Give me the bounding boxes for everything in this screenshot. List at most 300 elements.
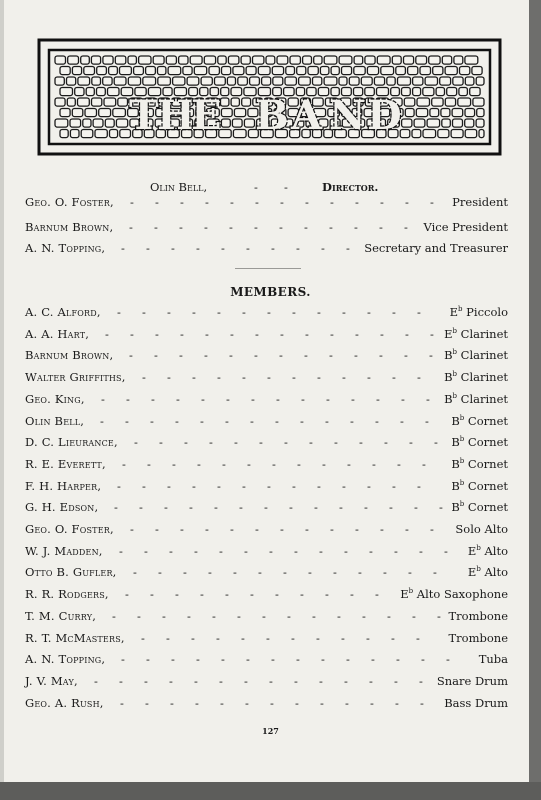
mosaic-tile xyxy=(84,67,95,75)
banner-letter: B xyxy=(255,92,289,139)
leader-dash: - xyxy=(192,478,196,493)
leader-dash: - xyxy=(264,500,268,515)
leader-dash: - xyxy=(155,522,159,536)
mosaic-tile xyxy=(114,77,126,85)
leader-dash: - xyxy=(141,630,145,645)
leader-dash: - xyxy=(271,241,275,255)
flat-sign: b xyxy=(459,435,465,444)
leader-dash: - xyxy=(321,652,325,667)
leader-dash: - xyxy=(194,673,198,688)
instrument-key: E xyxy=(467,565,477,580)
mosaic-tile xyxy=(221,119,230,127)
flat-sign: b xyxy=(408,587,414,596)
leader-dash: - xyxy=(367,305,371,319)
member-row xyxy=(25,629,508,647)
instrument-name: Cornet xyxy=(464,413,508,428)
leader-dash: - xyxy=(205,326,209,341)
leader-dash: - xyxy=(258,565,262,580)
leader-dash: - xyxy=(255,326,259,341)
leader-dash: - xyxy=(446,652,450,667)
mosaic-tile xyxy=(413,77,423,85)
leader-dash: - xyxy=(283,565,287,580)
member-instrument xyxy=(468,563,508,581)
leader-dash: - xyxy=(320,695,324,710)
mosaic-tile xyxy=(60,130,68,138)
leader-dash: - xyxy=(371,652,375,667)
leader-dash: - xyxy=(191,630,195,645)
leader-dash: - xyxy=(180,195,184,209)
mosaic-tile xyxy=(81,130,93,138)
mosaic-tile xyxy=(442,119,451,127)
mosaic-tile xyxy=(405,109,414,117)
leader-dash: - xyxy=(242,305,246,319)
leader-dash: - xyxy=(372,456,376,471)
mosaic-tile xyxy=(361,77,372,85)
instrument-name: Trombone xyxy=(448,630,508,645)
leader-dash: - xyxy=(291,630,295,645)
leader-dash: - xyxy=(380,195,384,209)
leader-dash: - xyxy=(133,565,137,580)
leader-dash: - xyxy=(280,522,284,536)
leader-dash: - xyxy=(205,522,209,536)
leader-dash: - xyxy=(142,370,146,385)
instrument-key: B xyxy=(451,456,460,471)
leader-dash: - xyxy=(269,543,273,558)
leader-dash: - xyxy=(279,220,283,234)
leader-dash: - xyxy=(292,305,296,319)
banner-letter: H xyxy=(157,92,195,139)
leader-dash: - xyxy=(270,695,274,710)
officer-role: Vice President xyxy=(423,220,508,234)
mosaic-tile xyxy=(67,98,75,106)
flat-sign: b xyxy=(452,348,457,357)
leader-dash: - xyxy=(316,630,320,645)
mosaic-tile xyxy=(402,119,412,127)
leader-dash: - xyxy=(117,478,121,493)
member-name: R. R. Rodgers, xyxy=(25,587,109,602)
mosaic-tile xyxy=(423,88,434,96)
leader-dash: - xyxy=(220,695,224,710)
leader-dash: - xyxy=(346,652,350,667)
mosaic-tile xyxy=(339,56,352,64)
member-name: A. A. Hart, xyxy=(25,326,90,341)
officer-name: Barnum Brown, xyxy=(25,220,114,234)
leader-dash: - xyxy=(422,456,426,471)
mosaic-tile xyxy=(454,56,463,64)
mosaic-tile xyxy=(93,119,103,127)
leader-dash: - xyxy=(384,435,388,450)
mosaic-tile xyxy=(441,109,450,117)
leader-dash: - xyxy=(170,695,174,710)
member-name: D. C. Lieurance, xyxy=(25,435,118,450)
leader-dash: - xyxy=(276,391,280,406)
leader-dash: - xyxy=(216,630,220,645)
member-name: Olin Bell, xyxy=(25,413,85,428)
mosaic-tile xyxy=(392,56,401,64)
member-row xyxy=(25,672,508,690)
mosaic-tile xyxy=(308,67,318,75)
mosaic-tile xyxy=(85,109,97,117)
mosaic-tile xyxy=(374,77,384,85)
member-row xyxy=(25,346,508,364)
leader-dash: - xyxy=(404,220,408,234)
member-instrument xyxy=(444,325,508,343)
member-name: Walter Griffiths, xyxy=(25,370,126,385)
mosaic-tile xyxy=(92,98,102,106)
mosaic-tile xyxy=(209,67,219,75)
leader-dash: - xyxy=(246,241,250,255)
mosaic-tile xyxy=(233,67,244,75)
leader-dash: - xyxy=(169,673,173,688)
leader-dash: - xyxy=(217,370,221,385)
member-instrument xyxy=(449,607,509,625)
mosaic-tile xyxy=(194,67,206,75)
leader-dash: - xyxy=(230,195,234,209)
instrument-name: Alto Saxophone xyxy=(413,587,508,602)
mosaic-tile xyxy=(104,98,116,106)
leader-dash: - xyxy=(345,695,349,710)
leader-dash: - xyxy=(266,630,270,645)
mosaic-tile xyxy=(331,67,339,75)
leader-dash: - xyxy=(267,305,271,319)
mosaic-tile xyxy=(128,77,140,85)
leader-dash: - xyxy=(255,522,259,536)
leader-dash: - xyxy=(329,220,333,234)
instrument-name: Cornet xyxy=(464,435,508,450)
leader-dash: - xyxy=(197,456,201,471)
mosaic-tile xyxy=(246,67,256,75)
mosaic-tile xyxy=(120,67,132,75)
mosaic-tile xyxy=(273,77,283,85)
leader-dash: - xyxy=(189,500,193,515)
mosaic-tile xyxy=(476,77,484,85)
leader-dash: - xyxy=(129,220,133,234)
officer-row xyxy=(25,193,508,211)
leader-dash: - xyxy=(239,500,243,515)
leader-dash: - xyxy=(121,241,125,255)
leader-dash: - xyxy=(179,348,183,363)
instrument-key: B xyxy=(451,413,460,428)
flat-sign: b xyxy=(459,478,465,487)
member-instrument xyxy=(455,520,508,538)
leader-dash: - xyxy=(322,456,326,471)
member-instrument xyxy=(451,412,508,430)
leader-dash: - xyxy=(166,630,170,645)
leader-dash: - xyxy=(289,500,293,515)
mosaic-tile xyxy=(146,67,156,75)
mosaic-tile xyxy=(465,119,474,127)
leader-dash: - xyxy=(387,608,391,623)
leader-dash: - xyxy=(329,348,333,363)
leader-dash: - xyxy=(341,630,345,645)
mosaic-tile xyxy=(262,77,271,85)
leader-dash: - xyxy=(275,413,279,428)
mosaic-tile xyxy=(166,56,176,64)
officer-row xyxy=(25,218,508,236)
leader-dash: - xyxy=(142,305,146,319)
mosaic-tile xyxy=(113,109,126,117)
member-name: Otto B. Gufler, xyxy=(25,565,117,580)
leader-dash: - xyxy=(271,652,275,667)
mosaic-tile xyxy=(55,119,68,127)
mosaic-tile xyxy=(277,56,288,64)
leader-dash: - xyxy=(342,305,346,319)
mosaic-tile xyxy=(55,77,64,85)
leader-dash: - xyxy=(417,305,421,319)
leader-dash: - xyxy=(134,435,138,450)
mosaic-tile xyxy=(447,88,457,96)
mosaic-title-banner xyxy=(37,38,502,156)
leader-dash: - xyxy=(164,500,168,515)
leader-dash: - xyxy=(369,543,373,558)
leader-dash: - xyxy=(354,220,358,234)
leader-dash: - xyxy=(222,456,226,471)
leader-dash: - xyxy=(292,478,296,493)
flat-sign: b xyxy=(476,543,481,552)
instrument-key: B xyxy=(451,478,460,493)
leader-dash: - xyxy=(194,543,198,558)
leader-dash: - xyxy=(350,413,354,428)
leader-dash: - xyxy=(344,543,348,558)
mosaic-tile xyxy=(459,88,468,96)
mosaic-tile xyxy=(228,56,239,64)
leader-dash: - xyxy=(355,326,359,341)
flat-sign: b xyxy=(458,305,463,314)
leader-dash: - xyxy=(379,220,383,234)
mosaic-tile xyxy=(108,88,120,96)
flat-sign: b xyxy=(452,370,457,379)
mosaic-tile xyxy=(72,109,83,117)
leader-dash: - xyxy=(279,348,283,363)
mosaic-tile xyxy=(139,56,151,64)
mosaic-tile xyxy=(436,88,444,96)
leader-dash: - xyxy=(146,241,150,255)
member-instrument xyxy=(451,455,508,473)
mosaic-tile xyxy=(479,130,484,138)
leader-dash: - xyxy=(376,391,380,406)
page-number: 127 xyxy=(262,726,279,736)
mosaic-tile xyxy=(158,77,171,85)
mosaic-tile xyxy=(413,88,421,96)
instrument-name: Trombone xyxy=(448,608,508,623)
flat-sign: b xyxy=(459,457,465,466)
mosaic-tile xyxy=(453,119,463,127)
mosaic-tile xyxy=(365,56,375,64)
member-name: A. C. Alford, xyxy=(25,305,101,319)
leader-dash: - xyxy=(380,326,384,341)
instrument-name: Alto xyxy=(480,543,508,558)
leader-dash: - xyxy=(155,326,159,341)
leader-dash: - xyxy=(244,543,248,558)
leader-dash: - xyxy=(392,305,396,319)
leader-dash: - xyxy=(183,565,187,580)
instrument-name: Solo Alto xyxy=(455,522,508,536)
member-row xyxy=(25,542,508,560)
leader-dash: - xyxy=(400,413,404,428)
leader-dash: - xyxy=(346,241,350,255)
mosaic-tile xyxy=(238,77,248,85)
leader-dash: - xyxy=(251,391,255,406)
leader-dash: - xyxy=(337,608,341,623)
leader-dash: - xyxy=(119,543,123,558)
mosaic-tile xyxy=(118,98,128,106)
mosaic-tile xyxy=(427,119,440,127)
instrument-name: Clarinet xyxy=(457,391,508,406)
leader-dash: - xyxy=(284,180,288,194)
banner-letter: E xyxy=(191,92,222,139)
leader-dash: - xyxy=(366,630,370,645)
mosaic-tile xyxy=(253,56,264,64)
member-name: J. V. May, xyxy=(25,673,78,688)
mosaic-tile xyxy=(465,109,475,117)
leader-dash: - xyxy=(221,652,225,667)
leader-dash: - xyxy=(144,673,148,688)
mosaic-tile xyxy=(81,56,90,64)
leader-dash: - xyxy=(330,326,334,341)
leader-dash: - xyxy=(305,195,309,209)
leader-dash: - xyxy=(179,220,183,234)
leader-dash: - xyxy=(204,348,208,363)
mosaic-tile xyxy=(187,77,199,85)
mosaic-tile xyxy=(445,98,455,106)
mosaic-tile xyxy=(412,130,421,138)
flat-sign: b xyxy=(452,391,457,400)
leader-dash: - xyxy=(117,305,121,319)
mosaic-tile xyxy=(476,119,484,127)
leader-dash: - xyxy=(120,695,124,710)
leader-dash: - xyxy=(219,673,223,688)
leader-dash: - xyxy=(380,522,384,536)
leader-dash: - xyxy=(296,241,300,255)
instrument-name: Bass Drum xyxy=(444,695,508,710)
member-instrument xyxy=(449,629,509,647)
mosaic-tile xyxy=(67,77,76,85)
mosaic-tile xyxy=(105,119,114,127)
mosaic-tile xyxy=(398,77,411,85)
instrument-key: B xyxy=(451,435,460,450)
mosaic-tile xyxy=(473,98,484,106)
leader-dash: - xyxy=(294,673,298,688)
leader-dash: - xyxy=(392,370,396,385)
leader-dash: - xyxy=(225,413,229,428)
leader-dash: - xyxy=(319,673,323,688)
leader-dash: - xyxy=(241,630,245,645)
leader-dash: - xyxy=(229,220,233,234)
leader-dash: - xyxy=(119,673,123,688)
leader-dash: - xyxy=(259,435,263,450)
leader-dash: - xyxy=(344,673,348,688)
mosaic-tile xyxy=(153,56,164,64)
instrument-key: B xyxy=(444,391,453,406)
leader-dash: - xyxy=(330,522,334,536)
director-name: Olin Bell, xyxy=(150,180,208,194)
leader-dash: - xyxy=(155,195,159,209)
leader-dash: - xyxy=(121,652,125,667)
leader-dash: - xyxy=(389,500,393,515)
leader-dash: - xyxy=(150,413,154,428)
mosaic-tile xyxy=(320,67,329,75)
leader-dash: - xyxy=(219,543,223,558)
member-row xyxy=(25,433,508,451)
member-row xyxy=(25,694,508,712)
leader-dash: - xyxy=(408,565,412,580)
leader-dash: - xyxy=(137,608,141,623)
leader-dash: - xyxy=(205,195,209,209)
mosaic-tile xyxy=(233,130,246,138)
leader-dash: - xyxy=(417,370,421,385)
leader-dash: - xyxy=(439,500,443,515)
leader-dash: - xyxy=(214,500,218,515)
leader-dash: - xyxy=(420,695,424,710)
mosaic-tile xyxy=(232,119,242,127)
member-name: T. M. Curry, xyxy=(25,608,97,623)
leader-dash: - xyxy=(105,326,109,341)
leader-dash: - xyxy=(267,478,271,493)
leader-dash: - xyxy=(362,608,366,623)
leader-dash: - xyxy=(304,348,308,363)
mosaic-tile xyxy=(313,77,322,85)
leader-dash: - xyxy=(412,608,416,623)
leader-dash: - xyxy=(146,652,150,667)
mosaic-tile xyxy=(430,109,439,117)
page-bottom-edge xyxy=(0,782,541,800)
member-instrument xyxy=(451,433,508,451)
leader-dash: - xyxy=(294,543,298,558)
member-instrument xyxy=(468,542,508,560)
mosaic-tile xyxy=(299,77,311,85)
flat-sign: b xyxy=(476,565,481,574)
leader-dash: - xyxy=(159,435,163,450)
leader-dash: - xyxy=(144,543,148,558)
leader-dash: - xyxy=(375,413,379,428)
instrument-key: E xyxy=(444,326,453,341)
member-instrument xyxy=(444,368,508,386)
banner-letter: T xyxy=(129,92,159,139)
member-row xyxy=(25,390,508,408)
leader-dash: - xyxy=(167,370,171,385)
leader-dash: - xyxy=(130,195,134,209)
leader-dash: - xyxy=(145,695,149,710)
instrument-key: E xyxy=(467,543,477,558)
mosaic-tile xyxy=(414,119,425,127)
leader-dash: - xyxy=(295,695,299,710)
leader-dash: - xyxy=(397,456,401,471)
leader-dash: - xyxy=(125,587,129,602)
member-row xyxy=(25,303,508,321)
mosaic-tile xyxy=(429,56,440,64)
mosaic-tile xyxy=(416,109,427,117)
leader-dash: - xyxy=(421,652,425,667)
leader-dash: - xyxy=(254,220,258,234)
leader-dash: - xyxy=(175,413,179,428)
leader-dash: - xyxy=(419,543,423,558)
mosaic-tile xyxy=(440,77,451,85)
instrument-key: B xyxy=(444,348,453,363)
leader-dash: - xyxy=(350,587,354,602)
mosaic-tile xyxy=(70,130,79,138)
leader-dash: - xyxy=(209,435,213,450)
mosaic-tile xyxy=(242,98,251,106)
member-name: Geo. King, xyxy=(25,391,85,406)
member-name: G. H. Edson, xyxy=(25,500,99,515)
mosaic-tile xyxy=(297,67,306,75)
leader-dash: - xyxy=(254,180,258,194)
leader-dash: - xyxy=(325,413,329,428)
mosaic-tile xyxy=(103,77,112,85)
leader-dash: - xyxy=(319,543,323,558)
leader-dash: - xyxy=(416,630,420,645)
mosaic-tile xyxy=(231,98,239,106)
